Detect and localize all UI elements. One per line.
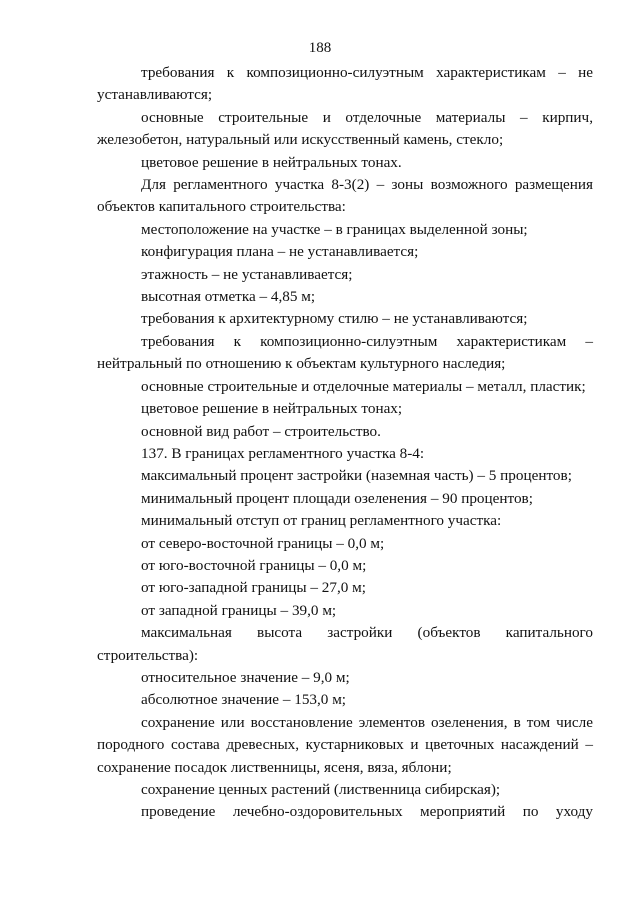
paragraph: от западной границы – 39,0 м; [141,601,337,619]
paragraph: основные строительные и отделочные материалы – кирпич, железобетон, натуральный или искусственный камень, стекло; [97,108,593,149]
paragraph: относительное значение – 9,0 м; [141,668,350,686]
paragraph: сохранение или восстановление элементов озеленения, в том числе породного состава древесных, кустарниковых и цветочных насаждений – сохранение посадок лиственницы, ясеня, вяза, яблони; [97,713,593,776]
paragraph: Для регламентного участка 8-3(2) – зоны возможного размещения объектов капитального строительства: [97,176,593,216]
paragraph: 137. В границах регламентного участка 8-4: [141,444,425,462]
paragraph: максимальная высота застройки (объектов капитального строительства): [97,624,593,664]
paragraph: требования к композиционно-силуэтным характеристикам – нейтральный по отношению к объектам культурного наследия; [97,332,593,373]
document-body [97,62,593,824]
paragraph: требования к архитектурному стилю – не устанавливаются; [141,310,528,328]
paragraph: основной вид работ – строительство. [141,422,381,440]
paragraph: этажность – не устанавливается; [141,265,353,283]
paragraph: проведение лечебно-оздоровительных мероприятий по уходу [141,803,593,821]
paragraph: сохранение ценных растений (лиственница сибирская); [141,781,501,798]
paragraph: высотная отметка – 4,85 м; [141,288,316,306]
paragraph: требования к композиционно-силуэтным характеристикам – не устанавливаются; [97,64,593,104]
paragraph: от юго-восточной границы – 0,0 м; [141,556,367,574]
paragraph: абсолютное значение – 153,0 м; [141,691,347,709]
paragraph: максимальный процент застройки (наземная часть) – 5 процентов; [141,467,572,485]
paragraph: цветовое решение в нейтральных тонах. [141,153,402,171]
paragraph: конфигурация плана – не устанавливается; [141,243,419,261]
paragraph: цветовое решение в нейтральных тонах; [141,400,403,418]
page-number: 188 [308,40,332,56]
paragraph: основные строительные и отделочные материалы – металл, пластик; [141,377,586,395]
paragraph: от юго-западной границы – 27,0 м; [141,579,367,597]
paragraph: минимальный отступ от границ регламентного участка: [141,512,502,530]
paragraph: от северо-восточной границы – 0,0 м; [141,534,385,552]
paragraph: минимальный процент площади озеленения – 90 процентов; [141,489,533,507]
paragraph: местоположение на участке – в границах выделенной зоны; [141,220,528,238]
